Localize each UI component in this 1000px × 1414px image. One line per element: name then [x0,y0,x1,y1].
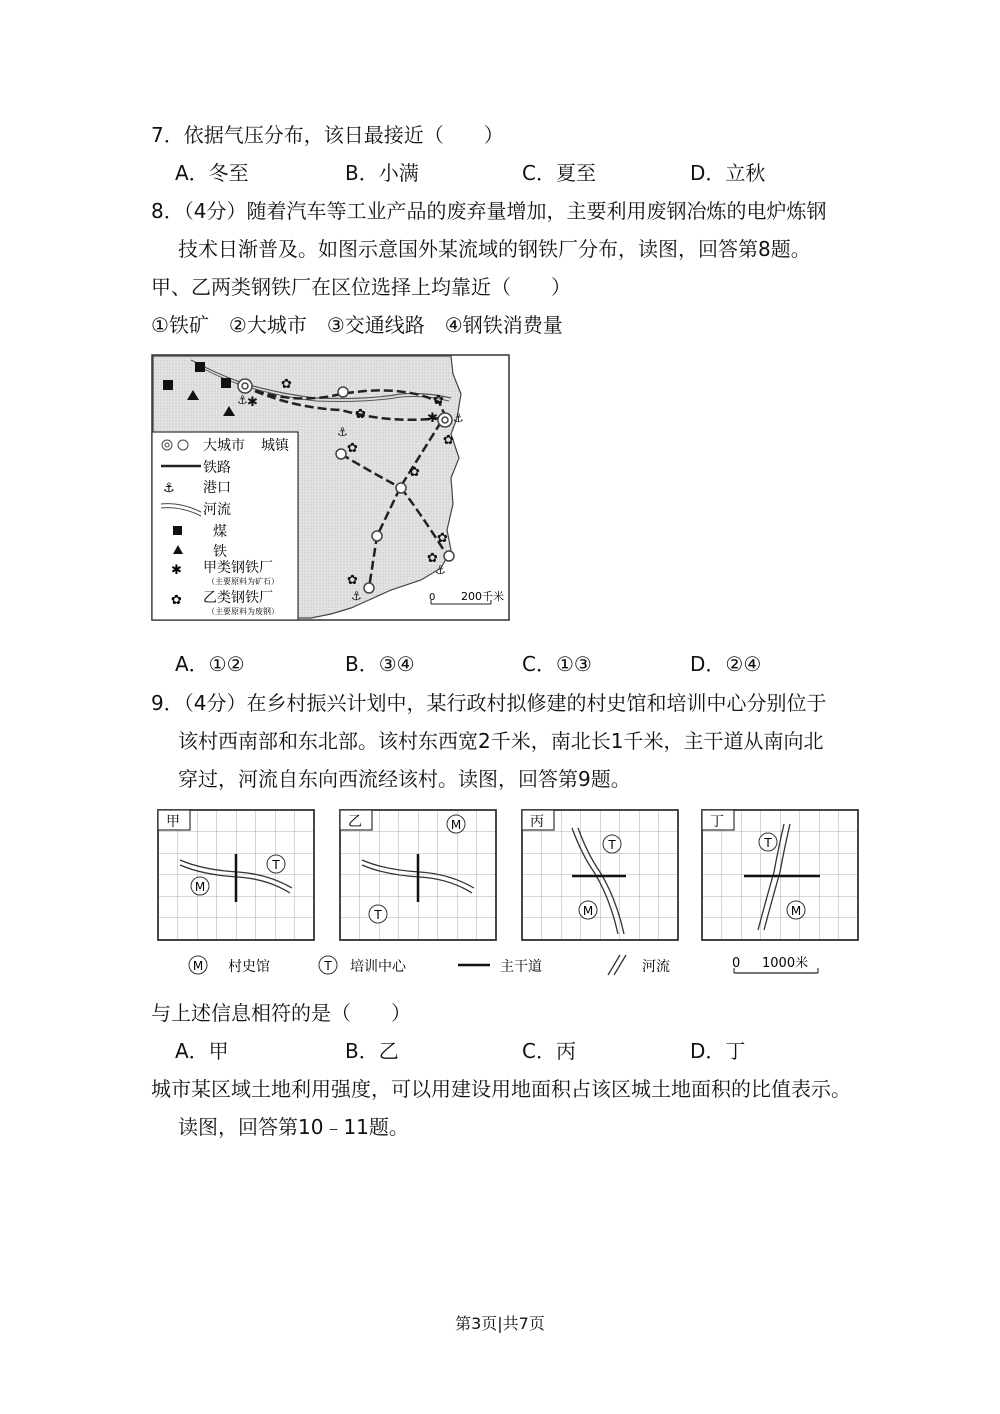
svg-text:T: T [272,858,280,872]
steel-plant-map [151,354,511,622]
q9-option-d: D．丁 [690,1039,746,1063]
q7-option-c: C．夏至 [522,161,596,185]
q7-stem: 7．依据气压分布，该日最接近（ ） [151,123,504,147]
plant-b-symbol: ✿ [433,393,444,408]
q9-stem-line2: 该村西南部和东北部。该村东西宽2千米，南北长1千米，主干道从南向北 [178,729,824,753]
coal-symbol [221,378,231,388]
svg-text:200千米: 200千米 [461,590,504,603]
svg-text:✿: ✿ [171,593,182,608]
q8-option-b: B．③④ [345,652,415,676]
svg-text:M: M [192,959,204,973]
svg-text:⚓: ⚓ [351,589,362,603]
legend-coal: 煤 [213,524,227,540]
page-footer: 第3页|共7页 [455,1314,545,1333]
svg-text:M: M [194,880,206,894]
q8-choices: ①铁矿 ②大城市 ③交通线路 ④钢铁消费量 [151,313,563,337]
q10-11-intro-line1: 城市某区域土地利用强度，可以用建设用地面积占该区城土地面积的比值表示。 [151,1077,851,1101]
village-panels [150,805,865,985]
scale-zero: 0 [732,956,741,971]
svg-text:T: T [324,959,332,973]
q8-option-c: C．①③ [522,652,592,676]
plant-a-symbol: ✱ [427,411,438,426]
svg-text:M: M [450,818,462,832]
legend-road: 主干道 [500,959,542,975]
svg-text:T: T [608,838,616,852]
svg-text:⚓: ⚓ [163,481,175,496]
svg-text:⚓: ⚓ [435,563,446,577]
coal-symbol [163,380,173,390]
q8-option-a: A．①② [175,652,245,676]
svg-text:M: M [790,904,802,918]
legend-river: 河流 [203,502,231,518]
legend-plant-a: 甲类钢铁厂 [203,560,273,576]
svg-text:⚓: ⚓ [237,393,248,407]
scale-label: 1000米 [762,956,809,971]
plant-b-symbol: ✿ [427,551,438,566]
svg-text:⚓: ⚓ [337,425,348,439]
q8-question: 甲、乙两类钢铁厂在区位选择上均靠近（ ） [151,275,571,299]
svg-text:M: M [582,904,594,918]
coal-symbol [195,362,205,372]
plant-b-symbol: ✿ [347,441,358,456]
q7-option-a: A．冬至 [175,161,249,185]
panel-bing [522,810,678,940]
plant-b-symbol: ✿ [281,377,292,392]
panel-yi [340,810,496,940]
legend-museum: 村史馆 [228,959,270,975]
q10-11-intro-line2: 读图，回答第10﹣11题。 [178,1115,409,1139]
map-legend [152,432,298,620]
q9-option-b: B．乙 [345,1039,399,1063]
q9-option-a: A．甲 [175,1039,229,1063]
q9-stem-line1: 9．（4分）在乡村振兴计划中，某行政村拟修建的村史馆和培训中心分别位于 [151,691,827,715]
svg-text:⚓: ⚓ [453,411,464,425]
legend-town: 城镇 [261,438,289,454]
legend-river: 河流 [642,959,670,975]
q7-option-b: B．小满 [345,161,419,185]
q9-stem-line3: 穿过，河流自东向西流经该村。读图，回答第9题。 [178,767,631,791]
plant-a-symbol: ✱ [247,395,258,410]
q8-option-d: D．②④ [690,652,762,676]
panel-ding [702,810,858,940]
legend-railway: 铁路 [203,460,231,476]
plant-b-symbol: ✿ [347,573,358,588]
legend-plant-a-note: （主要原料为矿石） [207,577,279,586]
q7-option-d: D．立秋 [690,161,766,185]
legend-city: 大城市 [203,438,245,454]
plant-b-symbol: ✿ [355,407,366,422]
svg-text:0: 0 [429,592,436,603]
panel-label: 丁 [710,814,724,830]
svg-text:T: T [764,836,772,850]
legend-port: 港口 [203,480,231,496]
legend-plant-b: 乙类钢铁厂 [203,590,273,606]
legend-plant-b-note: （主要原料为废钢） [207,607,279,616]
legend-iron: 铁 [213,544,227,560]
q9-option-c: C．丙 [522,1039,576,1063]
panel-label: 乙 [348,814,362,830]
panel-jia [158,810,314,940]
panel-legend [189,955,818,975]
plant-b-symbol: ✿ [443,433,454,448]
legend-training: 培训中心 [350,959,406,975]
q8-stem-line1: 8．（4分）随着汽车等工业产品的废弃量增加，主要利用废钢冶炼的电炉炼钢 [151,199,827,223]
svg-text:✱: ✱ [171,563,182,578]
plant-b-symbol: ✿ [437,531,448,546]
panel-label: 甲 [166,814,180,830]
q9-question: 与上述信息相符的是（ ） [151,1001,411,1025]
plant-b-symbol: ✿ [409,465,420,480]
q8-stem-line2: 技术日渐普及。如图示意国外某流域的钢铁厂分布，读图，回答第8题。 [178,237,811,261]
panel-label: 丙 [530,814,544,830]
svg-text:T: T [374,908,382,922]
